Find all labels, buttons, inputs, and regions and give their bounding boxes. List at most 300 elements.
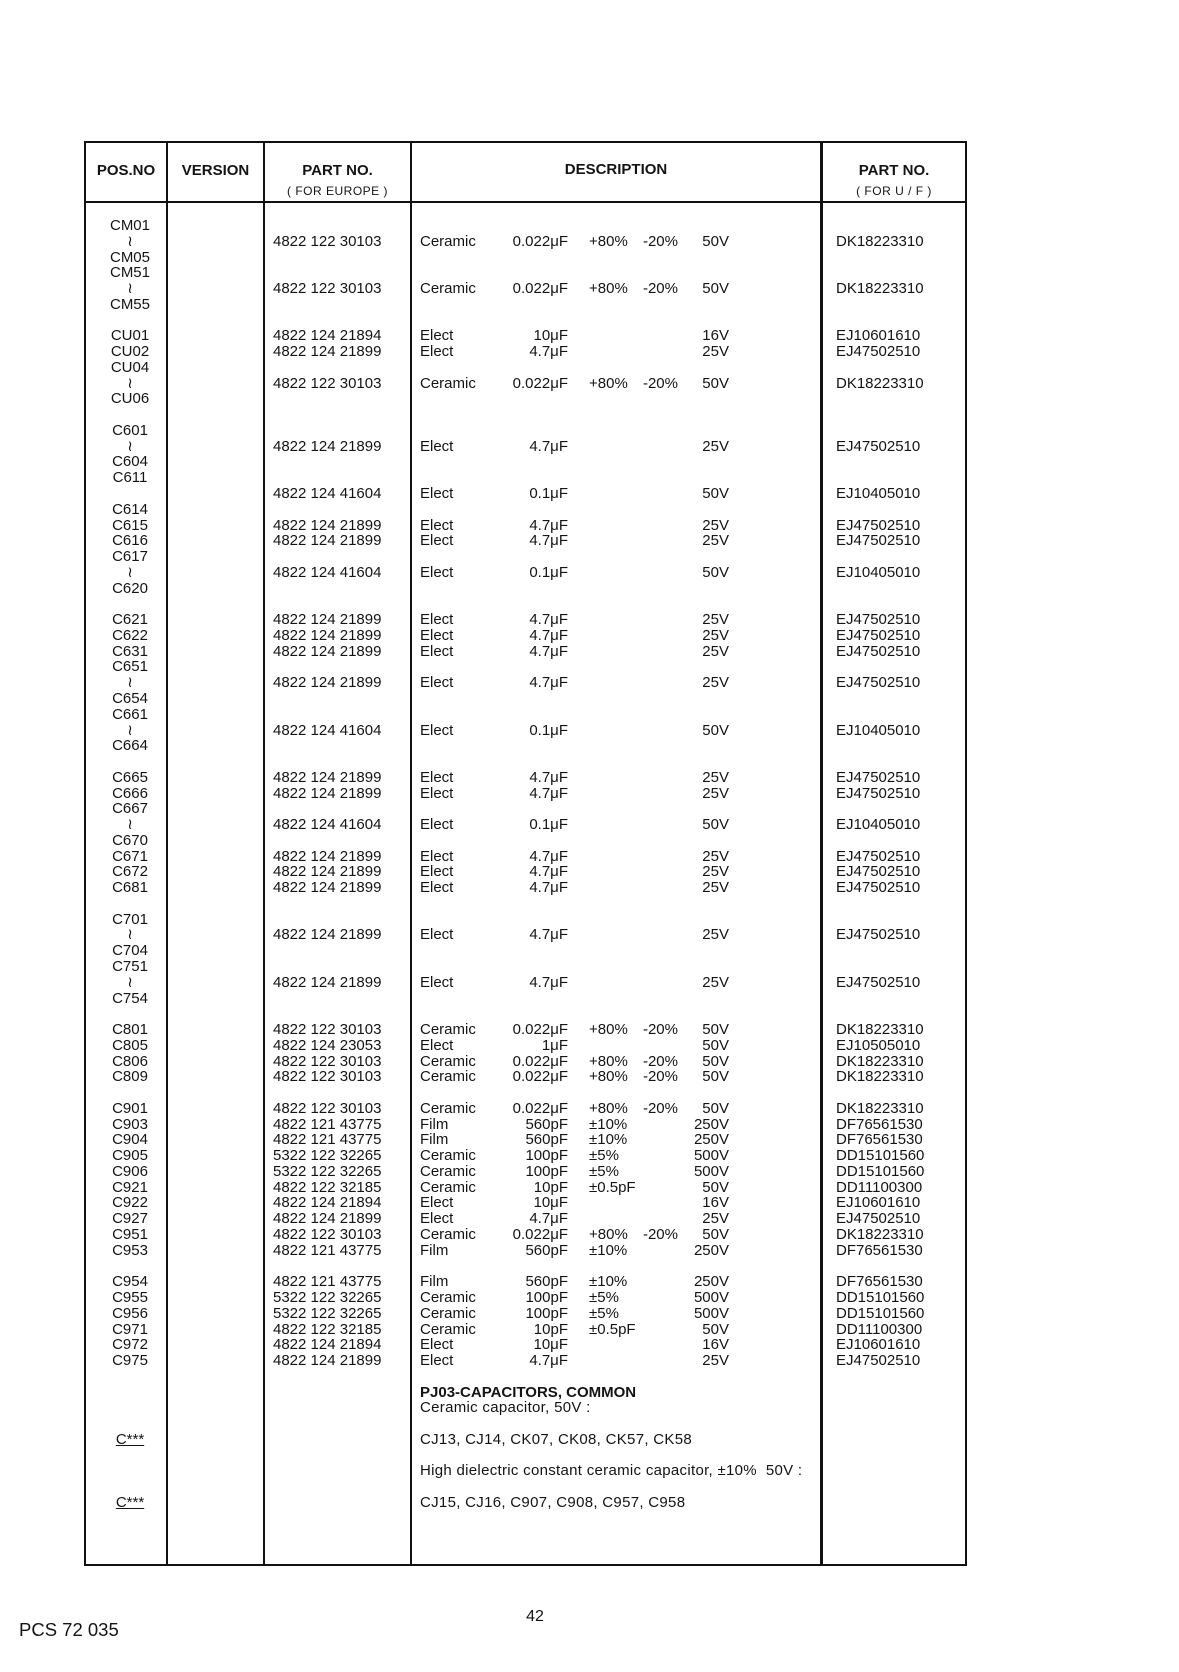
table-border-top xyxy=(84,141,967,143)
pos-no: C651 xyxy=(112,658,148,676)
description-type: Elect xyxy=(420,516,454,534)
part-row xyxy=(0,943,1179,959)
part-row xyxy=(0,707,1179,723)
description-type: Elect xyxy=(420,784,454,802)
description-type: Ceramic xyxy=(420,374,476,392)
pos-no: C805 xyxy=(112,1036,148,1054)
part-row xyxy=(0,612,1179,628)
description-value: 560pF xyxy=(525,1273,568,1291)
pos-no: C681 xyxy=(112,879,148,897)
part-no-europe: 5322 122 32265 xyxy=(273,1162,382,1180)
part-row xyxy=(0,1211,1179,1227)
part-row xyxy=(0,927,1179,943)
part-no-europe: 4822 124 23053 xyxy=(273,1036,382,1054)
description-value: 0.1μF xyxy=(529,721,568,739)
note-text: CJ13, CJ14, CK07, CK08, CK57, CK58 xyxy=(420,1430,692,1448)
pos-no: C621 xyxy=(112,611,148,629)
description-value: 4.7μF xyxy=(529,1352,568,1370)
pos-no: ≀ xyxy=(127,374,133,392)
description-value: 0.1μF xyxy=(529,563,568,581)
description-type: Film xyxy=(420,1131,449,1149)
description-voltage: 50V xyxy=(702,563,729,581)
description-voltage: 16V xyxy=(702,1336,729,1354)
part-no-uf: DK18223310 xyxy=(836,1052,924,1070)
description-type: Elect xyxy=(420,642,454,660)
part-no-uf: EJ47502510 xyxy=(836,516,921,534)
description-type: Elect xyxy=(420,879,454,897)
part-no-europe: 4822 121 43775 xyxy=(273,1273,382,1291)
note-text: CJ15, CJ16, C907, C908, C957, C958 xyxy=(420,1494,686,1512)
pos-no: C972 xyxy=(112,1336,148,1354)
description-voltage: 50V xyxy=(702,232,729,250)
part-no-europe: 4822 124 21899 xyxy=(273,863,382,881)
part-row xyxy=(0,439,1179,455)
description-value: 4.7μF xyxy=(529,343,568,361)
description-value: 10pF xyxy=(533,1178,568,1196)
part-row xyxy=(0,423,1179,439)
part-no-europe: 4822 122 30103 xyxy=(273,1021,382,1039)
part-row xyxy=(0,770,1179,786)
pos-no: C971 xyxy=(112,1320,148,1338)
part-no-uf: DD11100300 xyxy=(836,1178,923,1196)
description-value: 0.1μF xyxy=(529,485,568,503)
header-version: VERSION xyxy=(181,162,250,179)
pos-no: C614 xyxy=(112,500,148,518)
part-row xyxy=(0,1132,1179,1148)
pos-no: ≀ xyxy=(127,280,133,298)
part-no-uf: DD15101560 xyxy=(836,1304,925,1322)
description-value: 4.7μF xyxy=(529,926,568,944)
description-type: Ceramic xyxy=(420,1289,476,1307)
description-voltage: 25V xyxy=(702,343,729,361)
description-voltage: 25V xyxy=(702,863,729,881)
description-value: 4.7μF xyxy=(529,626,568,644)
description-value: 0.022μF xyxy=(512,1052,568,1070)
pos-no: C671 xyxy=(112,847,148,865)
description-value: 100pF xyxy=(525,1147,568,1165)
part-row xyxy=(0,1337,1179,1353)
description-type: Elect xyxy=(420,485,454,503)
description-voltage: 50V xyxy=(702,1099,729,1117)
part-no-uf: EJ47502510 xyxy=(836,863,921,881)
part-row xyxy=(0,817,1179,833)
description-voltage: 50V xyxy=(702,1052,729,1070)
part-no-europe: 4822 124 21899 xyxy=(273,642,382,660)
part-row xyxy=(0,1243,1179,1259)
part-no-europe: 4822 122 32185 xyxy=(273,1178,382,1196)
pos-no: ≀ xyxy=(127,674,133,692)
description-type: Elect xyxy=(420,1036,454,1054)
row-spacer xyxy=(0,1085,1179,1101)
description-tolerance: +80% -20% xyxy=(589,1052,678,1070)
part-no-uf: EJ47502510 xyxy=(836,847,921,865)
part-no-europe: 4822 124 41604 xyxy=(273,563,382,581)
description-voltage: 25V xyxy=(702,532,729,550)
part-row xyxy=(0,675,1179,691)
description-value: 4.7μF xyxy=(529,532,568,550)
part-no-uf: DD11100300 xyxy=(836,1320,923,1338)
part-no-europe: 4822 122 30103 xyxy=(273,232,382,250)
pos-no: C670 xyxy=(112,831,148,849)
part-no-uf: EJ47502510 xyxy=(836,1352,921,1370)
description-tolerance: ±10% xyxy=(589,1241,628,1259)
part-no-europe: 4822 122 30103 xyxy=(273,1099,382,1117)
description-tolerance: ±5% xyxy=(589,1147,619,1165)
part-no-europe: 4822 121 43775 xyxy=(273,1131,382,1149)
part-row xyxy=(0,975,1179,991)
pos-no: ≀ xyxy=(127,816,133,834)
part-row xyxy=(0,376,1179,392)
pos-no: C809 xyxy=(112,1068,148,1086)
pos-no: C954 xyxy=(112,1273,148,1291)
description-voltage: 25V xyxy=(702,516,729,534)
pos-no: C801 xyxy=(112,1021,148,1039)
description-voltage: 50V xyxy=(702,1226,729,1243)
part-no-uf: EJ47502510 xyxy=(836,532,921,550)
pos-no: C617 xyxy=(112,548,148,566)
part-no-europe: 4822 124 21894 xyxy=(273,1194,382,1212)
row-spacer xyxy=(0,407,1179,423)
part-no-uf: DF76561530 xyxy=(836,1241,923,1259)
description-type: Elect xyxy=(420,1336,454,1354)
pos-no: C664 xyxy=(112,737,148,755)
description-value: 0.022μF xyxy=(512,1226,568,1243)
description-voltage: 25V xyxy=(702,626,729,644)
description-type: Ceramic xyxy=(420,1099,476,1117)
description-type: Elect xyxy=(420,1210,454,1228)
part-no-europe: 4822 124 41604 xyxy=(273,721,382,739)
part-row xyxy=(0,297,1179,313)
description-type: Ceramic xyxy=(420,280,476,298)
description-tolerance: ±0.5pF xyxy=(589,1320,636,1338)
part-row xyxy=(0,1038,1179,1054)
pos-no: ≀ xyxy=(127,563,133,581)
part-row xyxy=(0,644,1179,660)
description-value: 4.7μF xyxy=(529,768,568,786)
part-no-europe: 4822 124 21899 xyxy=(273,1352,382,1370)
description-voltage: 250V xyxy=(693,1241,729,1259)
pos-no: C754 xyxy=(112,989,148,1007)
row-spacer xyxy=(0,1448,1179,1464)
part-no-europe: 4822 124 21899 xyxy=(273,532,382,550)
description-value: 4.7μF xyxy=(529,642,568,660)
notes-heading: PJ03-CAPACITORS, COMMON xyxy=(420,1383,637,1401)
description-type: Film xyxy=(420,1115,449,1133)
pos-no: C927 xyxy=(112,1210,148,1228)
description-voltage: 50V xyxy=(702,721,729,739)
description-value: 4.7μF xyxy=(529,863,568,881)
part-row xyxy=(0,1148,1179,1164)
part-no-europe: 4822 124 21899 xyxy=(273,1210,382,1228)
part-no-europe: 5322 122 32265 xyxy=(273,1147,382,1165)
description-type: Ceramic xyxy=(420,1226,476,1243)
pos-no: CU06 xyxy=(110,390,150,408)
description-value: 0.022μF xyxy=(512,232,568,250)
pos-no: C*** xyxy=(115,1494,145,1512)
part-no-uf: EJ47502510 xyxy=(836,1210,921,1228)
part-row xyxy=(0,470,1179,486)
description-tolerance: +80% -20% xyxy=(589,1226,678,1243)
pos-no: C*** xyxy=(115,1430,145,1448)
part-no-uf: DK18223310 xyxy=(836,1068,924,1086)
description-voltage: 25V xyxy=(702,847,729,865)
part-no-uf: EJ47502510 xyxy=(836,879,921,897)
pos-no: C921 xyxy=(112,1178,148,1196)
row-spacer xyxy=(0,1259,1179,1275)
pos-no: ≀ xyxy=(127,926,133,944)
part-no-europe: 4822 124 21899 xyxy=(273,611,382,629)
row-spacer xyxy=(0,313,1179,329)
description-voltage: 25V xyxy=(702,973,729,991)
pos-no: C904 xyxy=(112,1131,148,1149)
description-type: Elect xyxy=(420,437,454,455)
description-voltage: 25V xyxy=(702,768,729,786)
pos-no: C667 xyxy=(112,800,148,818)
pos-no: C955 xyxy=(112,1289,148,1307)
pos-no: C903 xyxy=(112,1115,148,1133)
description-value: 0.1μF xyxy=(529,816,568,834)
part-row xyxy=(0,1054,1179,1070)
note-row xyxy=(0,1495,1179,1511)
pos-no: C666 xyxy=(112,784,148,802)
description-voltage: 50V xyxy=(702,1068,729,1086)
description-tolerance: ±10% xyxy=(589,1273,628,1291)
part-row xyxy=(0,628,1179,644)
pos-no: C616 xyxy=(112,532,148,550)
header-pos-no: POS.NO xyxy=(96,162,156,179)
part-no-uf: DF76561530 xyxy=(836,1273,923,1291)
pos-no: ≀ xyxy=(127,437,133,455)
description-voltage: 25V xyxy=(702,437,729,455)
part-row xyxy=(0,565,1179,581)
part-row xyxy=(0,581,1179,597)
description-voltage: 25V xyxy=(702,642,729,660)
part-row xyxy=(0,1353,1179,1369)
part-no-europe: 4822 124 41604 xyxy=(273,816,382,834)
description-value: 1μF xyxy=(541,1036,568,1054)
page-number: 42 xyxy=(526,1608,544,1625)
description-value: 0.022μF xyxy=(512,374,568,392)
description-tolerance: ±10% xyxy=(589,1131,628,1149)
description-voltage: 16V xyxy=(702,1194,729,1212)
description-tolerance: +80% -20% xyxy=(589,232,678,250)
pos-no: C620 xyxy=(112,579,148,597)
note-row xyxy=(0,1463,1179,1479)
pos-no: C906 xyxy=(112,1162,148,1180)
part-row xyxy=(0,549,1179,565)
row-spacer xyxy=(0,1006,1179,1022)
part-row xyxy=(0,1227,1179,1243)
header-part-no-uf: PART NO. xyxy=(858,162,930,179)
description-value: 4.7μF xyxy=(529,784,568,802)
description-value: 4.7μF xyxy=(529,1210,568,1228)
part-row xyxy=(0,801,1179,817)
pos-no: C672 xyxy=(112,863,148,881)
part-row xyxy=(0,1117,1179,1133)
pos-no: C661 xyxy=(112,705,148,723)
pos-no: ≀ xyxy=(127,721,133,739)
description-voltage: 50V xyxy=(702,1021,729,1039)
part-row xyxy=(0,691,1179,707)
part-row xyxy=(0,1274,1179,1290)
part-row xyxy=(0,281,1179,297)
description-type: Elect xyxy=(420,343,454,361)
description-type: Ceramic xyxy=(420,1162,476,1180)
part-no-uf: EJ47502510 xyxy=(836,611,921,629)
part-no-europe: 4822 124 21899 xyxy=(273,437,382,455)
part-no-europe: 4822 122 30103 xyxy=(273,1226,382,1243)
description-type: Elect xyxy=(420,563,454,581)
pos-no: C701 xyxy=(112,910,148,928)
part-row xyxy=(0,1164,1179,1180)
description-type: Elect xyxy=(420,532,454,550)
description-tolerance: +80% -20% xyxy=(589,1068,678,1086)
description-voltage: 250V xyxy=(693,1131,729,1149)
description-voltage: 250V xyxy=(693,1273,729,1291)
part-row xyxy=(0,502,1179,518)
description-voltage: 25V xyxy=(702,1352,729,1370)
part-no-europe: 4822 124 21899 xyxy=(273,926,382,944)
part-no-europe: 4822 122 30103 xyxy=(273,374,382,392)
description-voltage: 50V xyxy=(702,1320,729,1338)
description-value: 0.022μF xyxy=(512,280,568,298)
part-no-europe: 4822 124 21899 xyxy=(273,516,382,534)
part-no-uf: EJ10601610 xyxy=(836,1194,921,1212)
table-body xyxy=(0,218,1179,1511)
description-type: Elect xyxy=(420,327,454,345)
part-row xyxy=(0,849,1179,865)
notes-heading-row xyxy=(0,1385,1179,1401)
part-no-uf: DD15101560 xyxy=(836,1147,925,1165)
pos-no: CM55 xyxy=(109,295,150,313)
pos-no: C704 xyxy=(112,942,148,960)
description-voltage: 25V xyxy=(702,784,729,802)
row-spacer xyxy=(0,1369,1179,1385)
part-row xyxy=(0,1101,1179,1117)
pos-no: C622 xyxy=(112,626,148,644)
description-type: Elect xyxy=(420,626,454,644)
description-value: 0.022μF xyxy=(512,1068,568,1086)
description-value: 4.7μF xyxy=(529,879,568,897)
row-spacer xyxy=(0,1416,1179,1432)
part-no-uf: EJ10601610 xyxy=(836,327,921,345)
description-type: Elect xyxy=(420,721,454,739)
part-row xyxy=(0,234,1179,250)
part-no-uf: EJ10405010 xyxy=(836,816,921,834)
description-value: 100pF xyxy=(525,1289,568,1307)
description-value: 4.7μF xyxy=(529,973,568,991)
part-row xyxy=(0,250,1179,266)
part-no-uf: EJ47502510 xyxy=(836,784,921,802)
part-no-uf: EJ47502510 xyxy=(836,626,921,644)
pos-no: C905 xyxy=(112,1147,148,1165)
part-row xyxy=(0,533,1179,549)
part-no-uf: DK18223310 xyxy=(836,232,924,250)
part-no-uf: EJ10405010 xyxy=(836,485,921,503)
description-value: 4.7μF xyxy=(529,674,568,692)
part-no-europe: 4822 124 21899 xyxy=(273,343,382,361)
pos-no: CM05 xyxy=(109,248,150,266)
part-no-uf: DK18223310 xyxy=(836,280,924,298)
part-no-uf: EJ47502510 xyxy=(836,437,921,455)
part-no-europe: 4822 121 43775 xyxy=(273,1241,382,1259)
description-value: 4.7μF xyxy=(529,611,568,629)
part-row xyxy=(0,1290,1179,1306)
description-type: Elect xyxy=(420,973,454,991)
table-header-divider xyxy=(84,201,967,203)
description-tolerance: ±5% xyxy=(589,1162,619,1180)
part-no-uf: DK18223310 xyxy=(836,374,924,392)
part-no-uf: DF76561530 xyxy=(836,1131,923,1149)
part-no-uf: EJ47502510 xyxy=(836,926,921,944)
description-voltage: 25V xyxy=(702,674,729,692)
description-type: Ceramic xyxy=(420,1052,476,1070)
description-type: Elect xyxy=(420,926,454,944)
description-tolerance: ±5% xyxy=(589,1304,619,1322)
pos-no: C631 xyxy=(112,642,148,660)
note-row xyxy=(0,1432,1179,1448)
description-voltage: 500V xyxy=(693,1304,729,1322)
part-no-europe: 5322 122 32265 xyxy=(273,1289,382,1307)
part-row xyxy=(0,880,1179,896)
description-voltage: 25V xyxy=(702,879,729,897)
pos-no: C975 xyxy=(112,1352,148,1370)
header-part-no-uf-sub: ( FOR U / F ) xyxy=(856,184,932,198)
part-no-uf: EJ10505010 xyxy=(836,1036,921,1054)
description-tolerance: +80% -20% xyxy=(589,374,678,392)
description-tolerance: +80% -20% xyxy=(589,280,678,298)
description-voltage: 50V xyxy=(702,1036,729,1054)
note-text: High dielectric constant ceramic capacitor, ±10% 50V : xyxy=(420,1462,803,1480)
description-value: 10μF xyxy=(533,1194,568,1212)
description-value: 560pF xyxy=(525,1131,568,1149)
part-no-europe: 4822 122 30103 xyxy=(273,1052,382,1070)
pos-no: CU02 xyxy=(110,343,150,361)
part-row xyxy=(0,1022,1179,1038)
description-voltage: 25V xyxy=(702,926,729,944)
description-type: Elect xyxy=(420,847,454,865)
description-type: Elect xyxy=(420,611,454,629)
part-no-uf: EJ47502510 xyxy=(836,343,921,361)
description-type: Elect xyxy=(420,1194,454,1212)
description-voltage: 500V xyxy=(693,1147,729,1165)
header-description: DESCRIPTION xyxy=(564,161,668,178)
description-voltage: 25V xyxy=(702,611,729,629)
description-type: Ceramic xyxy=(420,1304,476,1322)
description-value: 100pF xyxy=(525,1304,568,1322)
description-voltage: 50V xyxy=(702,280,729,298)
part-no-uf: DK18223310 xyxy=(836,1226,924,1243)
pos-no: C956 xyxy=(112,1304,148,1322)
description-voltage: 500V xyxy=(693,1162,729,1180)
header-part-no-europe-sub: ( FOR EUROPE ) xyxy=(286,184,388,198)
part-no-europe: 4822 124 21899 xyxy=(273,674,382,692)
description-voltage: 500V xyxy=(693,1289,729,1307)
part-row xyxy=(0,723,1179,739)
pos-no: C654 xyxy=(112,689,148,707)
description-type: Elect xyxy=(420,768,454,786)
description-type: Film xyxy=(420,1241,449,1259)
pos-no: CM51 xyxy=(109,264,150,282)
part-no-europe: 4822 124 21899 xyxy=(273,847,382,865)
pos-no: C953 xyxy=(112,1241,148,1259)
part-row xyxy=(0,738,1179,754)
description-value: 4.7μF xyxy=(529,437,568,455)
part-row xyxy=(0,991,1179,1007)
part-row xyxy=(0,518,1179,534)
description-voltage: 50V xyxy=(702,374,729,392)
part-row xyxy=(0,265,1179,281)
